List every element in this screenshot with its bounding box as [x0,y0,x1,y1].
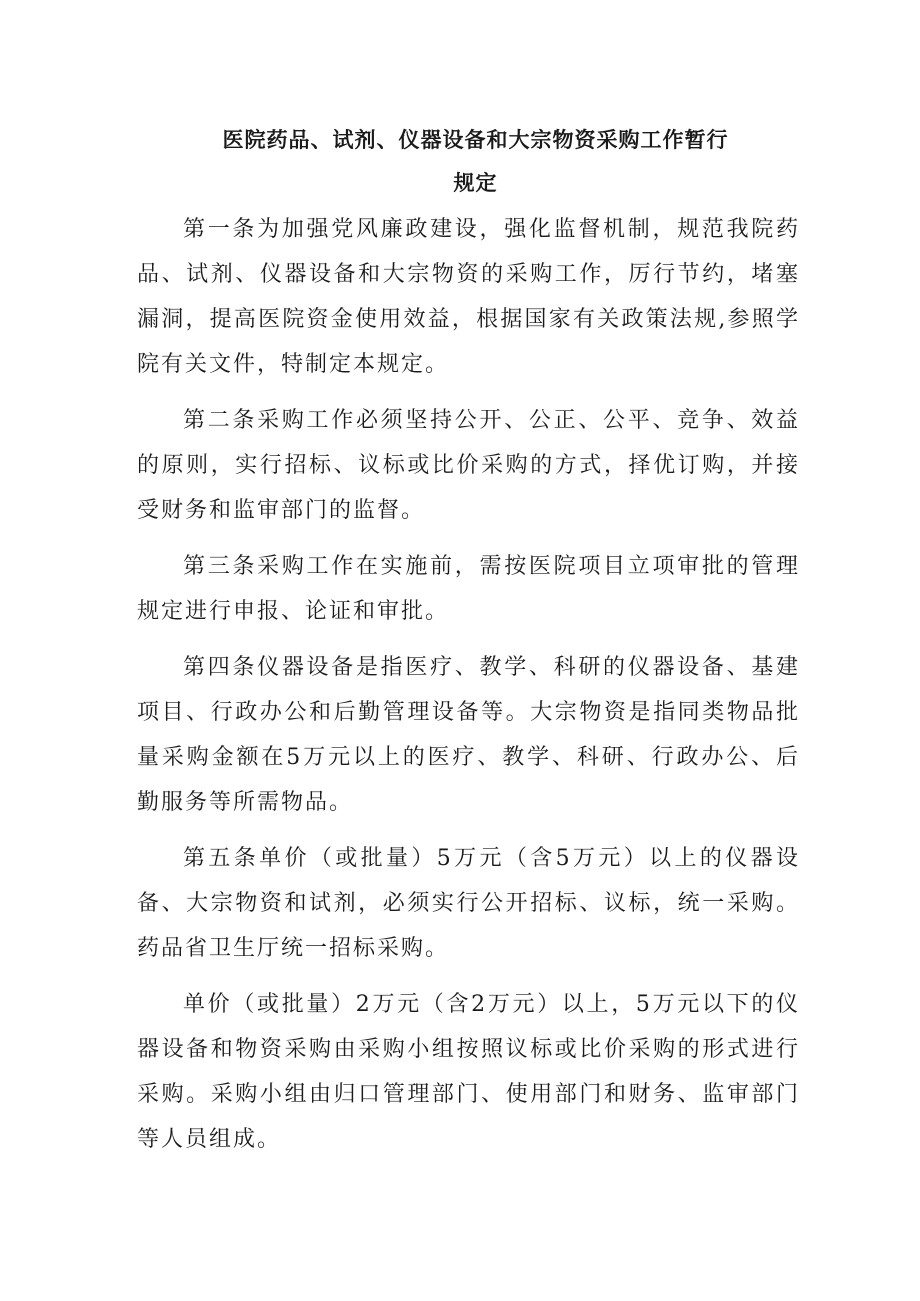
article-4-paragraph: 第四条仪器设备是指医疗、教学、科研的仪器设备、基建项目、行政办公和后勤管理设备等。大宗物资是指同类物品批量采购金额在5万元以上的医疗、教学、科研、行政办公、后勤服务等所需物品。 [137,655,800,815]
article-1-paragraph: 第一条为加强党风廉政建设，强化监督机制，规范我院药品、试剂、仪器设备和大宗物资的采购工作，厉行节约，堵塞漏洞，提高医院资金使用效益，根据国家有关政策法规,参照学院有关文件，特制定本规定。 [137,217,800,377]
title-line-2: 规定 [453,170,498,195]
article-3-paragraph: 第三条采购工作在实施前，需按医院项目立项审批的管理规定进行申报、论证和审批。 [137,554,800,624]
article-2-paragraph: 第二条采购工作必须坚持公开、公正、公平、竞争、效益的原则，实行招标、议标或比价采购的方式，择优订购，并接受财务和监审部门的监督。 [137,408,800,523]
title-line-1: 医院药品、试剂、仪器设备和大宗物资采购工作暂行 [222,127,729,152]
document-title [137,120,800,203]
article-5-subparagraph: 单价（或批量）2万元（含2万元）以上，5万元以下的仪器设备和物资采购由采购小组按照议标或比价采购的形式进行采购。采购小组由归口管理部门、使用部门和财务、监审部门等人员组成。 [137,992,800,1152]
article-5-paragraph: 第五条单价（或批量）5万元（含5万元）以上的仪器设备、大宗物资和试剂，必须实行公开招标、议标，统一采购。药品省卫生厅统一招标采购。 [137,846,800,961]
